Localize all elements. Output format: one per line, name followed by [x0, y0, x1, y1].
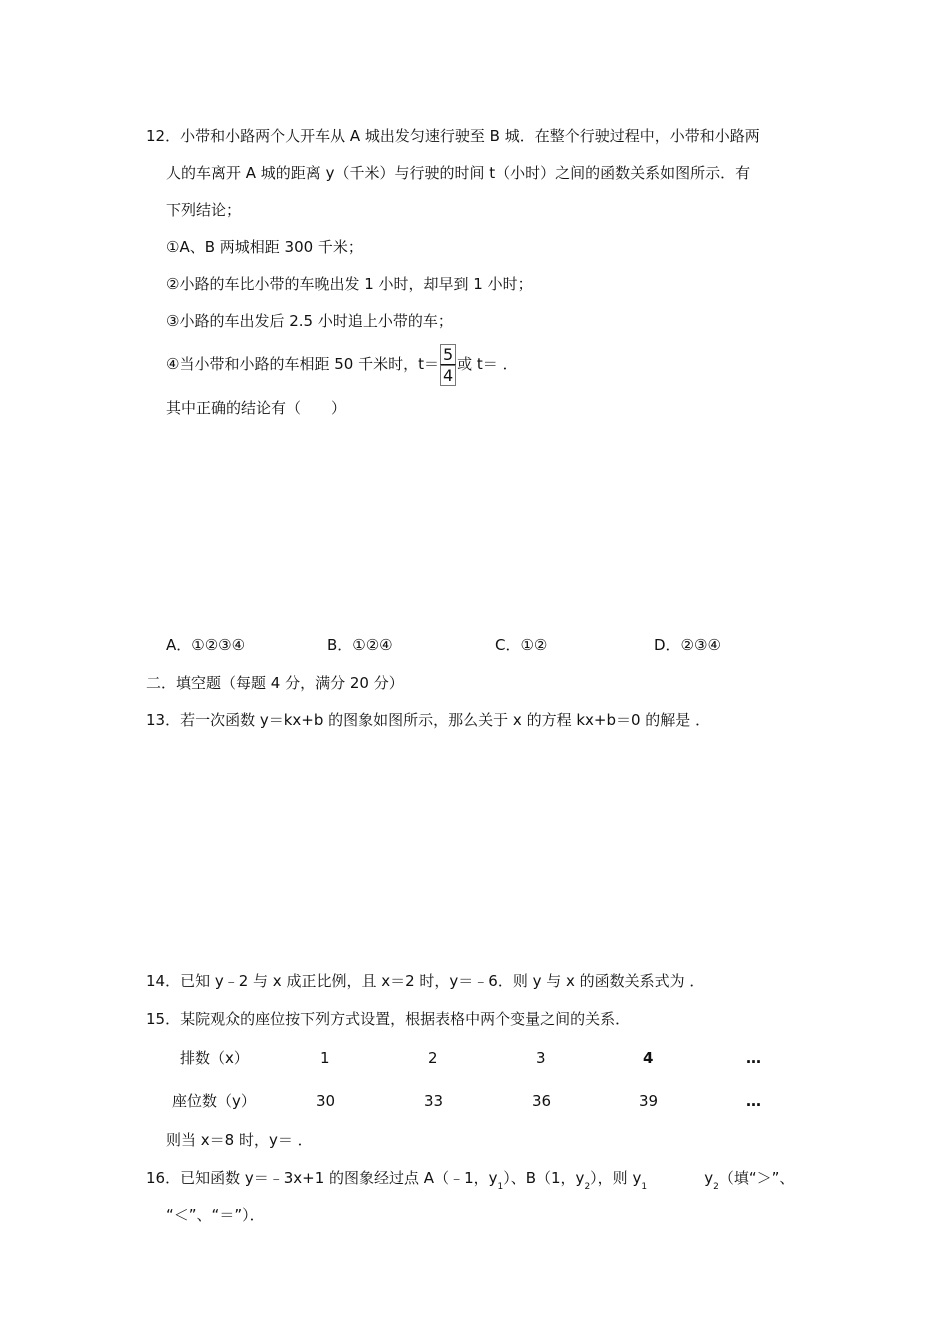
table-cell: 39: [639, 1092, 659, 1110]
table-cell: 30: [316, 1092, 336, 1110]
table-row-label-rows: 排数（x）: [180, 1049, 249, 1067]
table-cell: 3: [536, 1049, 546, 1067]
table-cell-ellipsis: …: [746, 1092, 761, 1110]
q12-conclusion-4: [166, 342, 518, 386]
table-cell: 36: [532, 1092, 552, 1110]
table-cell: 4: [643, 1049, 654, 1067]
table-cell: 33: [424, 1092, 444, 1110]
q16-line1: 16．已知函数 y＝﹣3x+1 的图象经过点 A（﹣1，$y_1$）、B（1，$y_2$），则 $y_1$ $y_2$（填“＞”、: [146, 1169, 795, 1192]
q12-line2: 人的车离开 A 城的距离 y（千米）与行驶的时间 t（小时）之间的函数关系如图所示．有: [166, 164, 751, 182]
q16-line2: “＜”、“＝”）．: [166, 1206, 265, 1224]
table-cell: 1: [320, 1049, 330, 1067]
q12-option-c: C．①②: [495, 636, 548, 654]
q12-option-b: B．①②④: [327, 636, 393, 654]
section-heading-fill-in: 二．填空题（每题 4 分，满分 20 分）: [146, 674, 404, 692]
q12-line1: 12．小带和小路两个人开车从 A 城出发匀速行驶至 B 城．在整个行驶过程中，小带和小路两: [146, 127, 760, 145]
q12-prompt: 其中正确的结论有（ ）: [166, 399, 347, 417]
question-14: 14．已知 y﹣2 与 x 成正比例，且 x＝2 时，y＝﹣6．则 y 与 x 的函数关系式为 ．: [146, 972, 705, 990]
q12-conclusion-1: ①A、B 两城相距 300 千米；: [166, 238, 363, 256]
table-cell-ellipsis: …: [746, 1049, 761, 1067]
table-cell: 2: [428, 1049, 438, 1067]
q12-c4-tail: 或 t＝ ．: [457, 355, 518, 373]
q12-c4-text: ④当小带和小路的车相距 50 千米时，t＝: [166, 355, 439, 373]
question-13: 13．若一次函数 y＝kx+b 的图象如图所示，那么关于 x 的方程 kx+b＝0 的解是 ．: [146, 711, 711, 729]
q15-after: 则当 x＝8 时，y＝ ．: [166, 1131, 313, 1149]
q12-conclusion-3: ③小路的车出发后 2.5 小时追上小带的车；: [166, 312, 453, 330]
table-row-label-seats: 座位数（y）: [172, 1092, 256, 1110]
fraction-5-over-4: $\frac{5}{4}$: [440, 344, 456, 386]
q12-conclusion-2: ②小路的车比小带的车晚出发 1 小时，却早到 1 小时；: [166, 275, 533, 293]
q15-text: 15．某院观众的座位按下列方式设置，根据表格中两个变量之间的关系．: [146, 1010, 631, 1028]
q12-line3: 下列结论；: [166, 201, 242, 219]
q12-option-a: A．①②③④: [166, 636, 246, 654]
q12-option-d: D．②③④: [654, 636, 721, 654]
